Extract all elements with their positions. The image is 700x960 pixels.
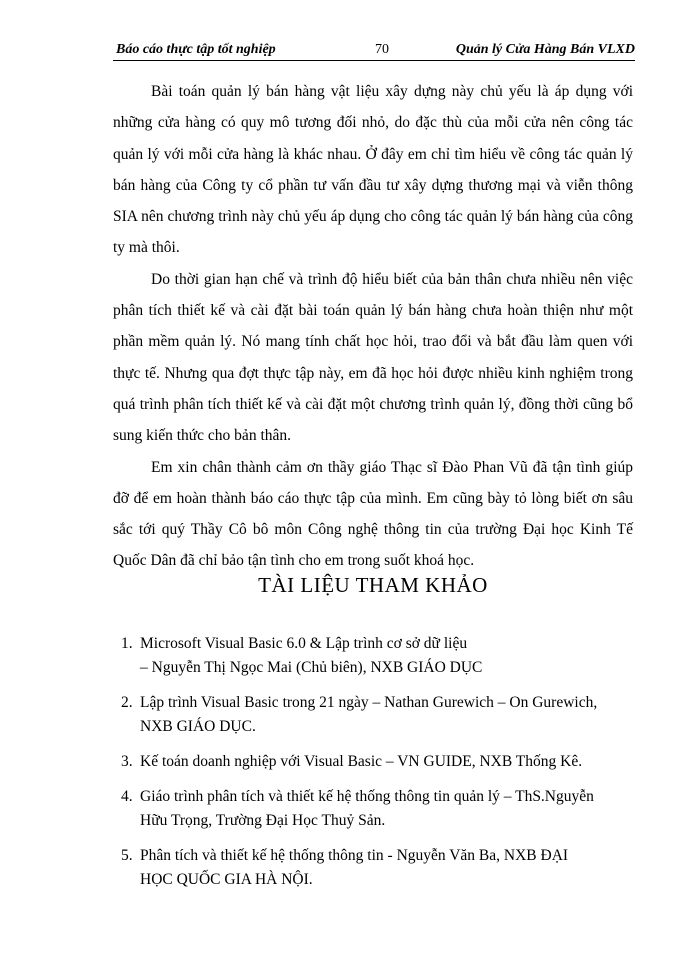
reference-item [113, 632, 633, 680]
reference-line: Kế toán doanh nghiệp với Visual Basic – VN GUIDE, NXB Thống Kê. [140, 753, 583, 770]
body-text [113, 76, 633, 577]
paragraph: Em xin chân thành cảm ơn thầy giáo Thạc sĩ Đào Phan Vũ đã tận tình giúp đỡ để em hoàn thành báo cáo thực tập của mình. Em cũng bày tỏ lòng biết ơn sâu sắc tới quý Thầy Cô bô môn Công nghệ thông tin của trường Đại học Kinh Tế Quốc Dân đã chỉ bảo tận tình cho em trong suốt khoá học. [113, 458, 633, 570]
reference-line: Hữu Trọng, Trường Đại Học Thuỷ Sản. [140, 812, 386, 829]
header-page-number: 70 [375, 42, 389, 57]
paragraph: Bài toán quản lý bán hàng vật liệu xây dựng này chủ yếu là áp dụng với những cửa hàng có quy mô tương đối nhỏ, do đặc thù của mỗi cửa nên công tác quản lý với mỗi cửa hàng là khác nhau. Ở đây em chỉ tìm hiểu về công tác quản lý bán hàng của Công ty cổ phần tư vấn đầu tư xây dựng thương mại và viễn thông SIA nên chương trình này chủ yếu áp dụng cho công tác quản lý bán hàng của công ty mà thôi. [113, 83, 633, 257]
reference-item [113, 691, 633, 739]
reference-line: Microsoft Visual Basic 6.0 & Lập trình cơ sở dữ liệu [140, 635, 468, 652]
reference-line: Phân tích và thiết kế hệ thống thông tin - Nguyễn Văn Ba, NXB ĐẠI [140, 847, 569, 864]
reference-item [113, 750, 633, 774]
header-report-title: Báo cáo thực tập tốt nghiệp [116, 42, 276, 57]
references-list [113, 632, 633, 903]
reference-item [113, 785, 633, 833]
reference-number: 5. [121, 847, 133, 864]
page-header [113, 40, 635, 61]
reference-number: 2. [121, 694, 133, 711]
header-project-title: Quản lý Cửa Hàng Bán VLXD [455, 42, 635, 57]
reference-line: NXB GIÁO DỤC. [140, 718, 256, 735]
references-heading: TÀI LIỆU THAM KHẢO [258, 573, 488, 597]
reference-line: HỌC QUỐC GIA HÀ NỘI. [140, 871, 313, 888]
paragraph: Do thời gian hạn chế và trình độ hiểu biết của bản thân chưa nhiều nên việc phân tích thiết kế và cài đặt bài toán quản lý bán hàng chưa hoàn thiện như một phần mềm quản lý. Nó mang tính chất học hỏi, trao đổi và bắt đầu làm quen với thực tế. Nhưng qua đợt thực tập này, em đã học hỏi được nhiều kinh nghiệm trong quá trình phân tích thiết kế và cài đặt một chương trình quản lý, đồng thời cũng bổ sung kiến thức cho bản thân. [113, 270, 633, 445]
reference-line: – Nguyễn Thị Ngọc Mai (Chủ biên), NXB GIÁO DỤC [140, 659, 483, 676]
reference-number: 4. [121, 788, 133, 805]
reference-item [113, 844, 633, 892]
reference-line: Lập trình Visual Basic trong 21 ngày – Nathan Gurewich – On Gurewich, [140, 694, 598, 711]
reference-number: 3. [121, 753, 133, 770]
reference-line: Giáo trình phân tích và thiết kế hệ thống thông tin quản lý – ThS.Nguyễn [140, 788, 594, 805]
reference-number: 1. [121, 635, 133, 652]
